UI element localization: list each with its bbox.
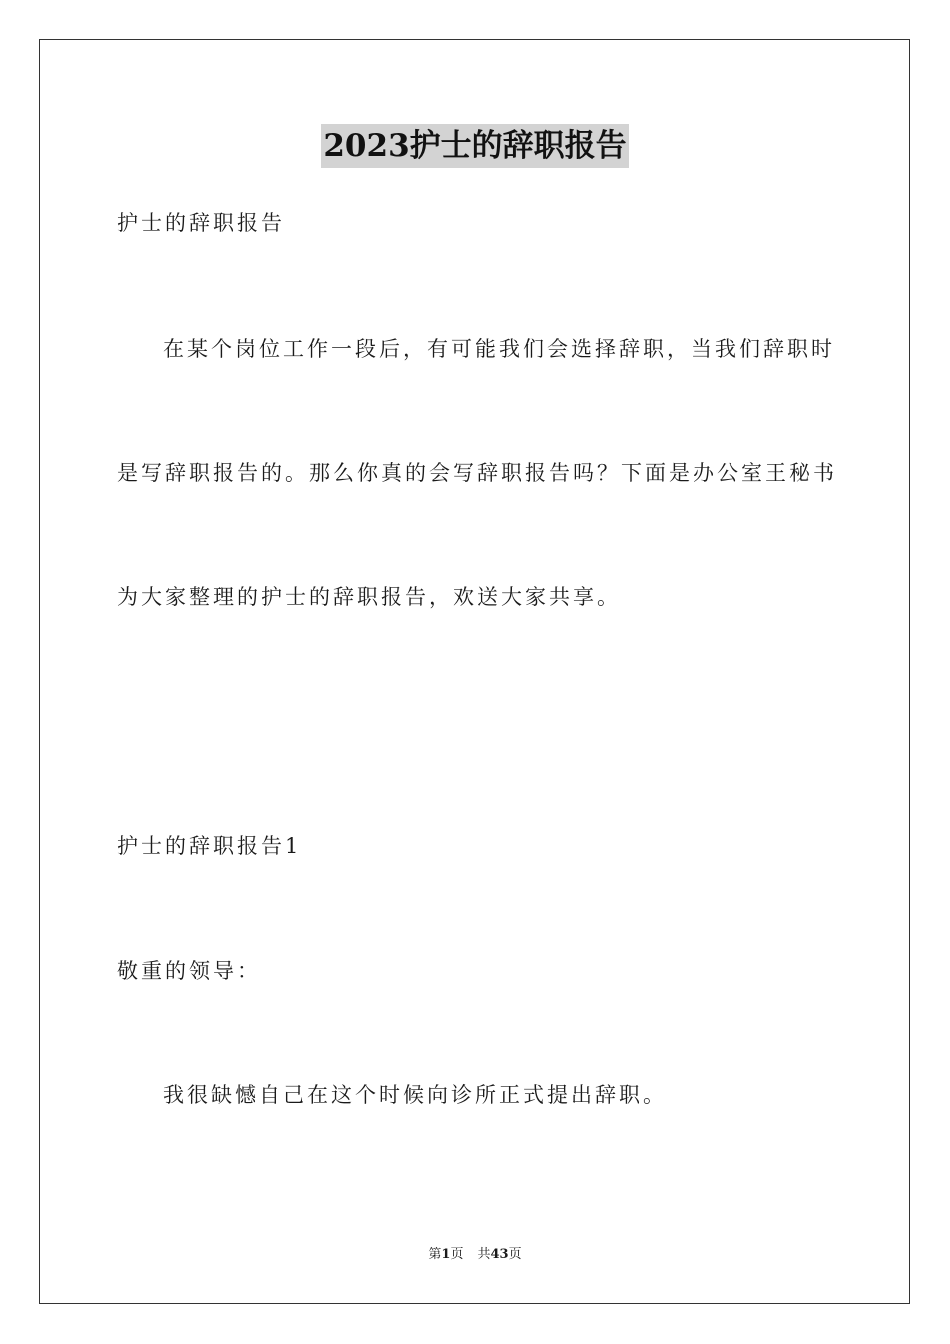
page-current: 1 (441, 1247, 451, 1262)
body-line: 我很缺憾自己在这个时候向诊所正式提出辞职。 (163, 1083, 667, 1107)
total-suffix: 页 (508, 1247, 522, 1262)
document-subtitle: 护士的辞职报告 (117, 211, 285, 235)
page-suffix: 页 (450, 1247, 464, 1262)
title-container (0, 124, 950, 168)
total-prefix: 共 (477, 1247, 491, 1262)
intro-line-2: 是写辞职报告的。那么你真的会写辞职报告吗？下面是办公室王秘书 (117, 461, 837, 485)
page-total: 43 (490, 1247, 509, 1262)
salutation: 敬重的领导： (117, 959, 261, 983)
page-footer (0, 1246, 950, 1264)
document-title: 2023护士的辞职报告 (321, 124, 628, 168)
page-prefix: 第 (428, 1247, 442, 1262)
intro-line-3: 为大家整理的护士的辞职报告，欢送大家共享。 (117, 585, 621, 609)
section-heading: 护士的辞职报告1 (117, 834, 302, 858)
intro-line-1: 在某个岗位工作一段后，有可能我们会选择辞职，当我们辞职时 (163, 337, 835, 361)
